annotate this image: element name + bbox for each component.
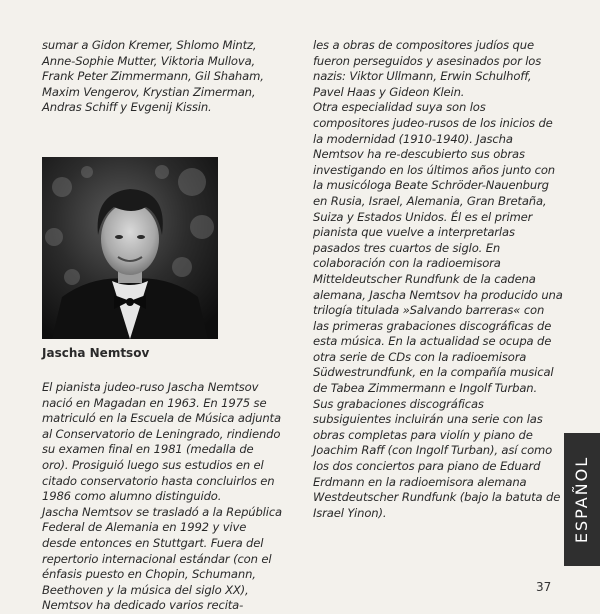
left-column-top-text <box>42 38 282 116</box>
paragraph: sumar a Gidon Kremer, Shlomo Mintz, Anne-Sophie Mutter, Viktoria Mullova, Frank Peter Zimmermann, Gil Shaham, Maxim Vengerov, Krystian Zimerman, Andras Schiff y Evgenij Kissin. <box>42 38 264 115</box>
paragraph: Jascha Nemtsov se trasladó a la República Federal de Alemania en 1992 y vive desde entonces en Stuttgart. Fuera del repertorio internacional estándar (con el énfasis puesto en Chopin, Schumann, Beethoven y la música del siglo XX), Nemtsov ha dedicado varios recita- <box>42 504 283 613</box>
portrait-image <box>42 157 218 339</box>
paragraph: Sus grabaciones discográficas subsiguientes incluirán una serie con las obras completas para violín y piano de Joachim Raff (con Ingolf Turban), así como los dos conciertos para piano de Eduard Erdmann en la radioemisora alemana Westdeutscher Rundfunk (bajo la batuta de Israel Yinon). <box>313 396 561 520</box>
paragraph: El pianista judeo-ruso Jascha Nemtsov nació en Magadan en 1963. En 1975 se matriculó en la Escuela de Música adjunta al Conservatorio de Leningrado, rindiendo su examen final en 1981 (medalla de oro). Prosiguió luego sus estudios en el citado conservatorio hasta concluirlos en 1986 como alumno distinguido. <box>42 380 281 504</box>
right-column-text <box>313 38 563 521</box>
photo-caption: Jascha Nemtsov <box>42 346 150 360</box>
portrait-photo <box>42 157 218 339</box>
left-column-bottom-text <box>42 380 282 614</box>
paragraph: les a obras de compositores judíos que fueron perseguidos y asesinados por los nazis: Viktor Ullmann, Erwin Schulhoff, Pavel Haas y Gideon Klein. <box>313 38 542 99</box>
language-label: ESPAÑOL <box>572 455 592 544</box>
page-number: 37 <box>536 580 552 594</box>
paragraph: Otra especialidad suya son los compositores judeo-rusos de los inicios de la modernidad (1910-1940). Jascha Nemtsov ha re-descubierto sus obras investigando en los últimos años junto con la musicóloga Beate Schröder-Nauenburg en Rusia, Israel, Alemania, Gran Bretaña, Suiza y Estados Unidos. Él es el primer pianista que vuelve a interpretarlas pasados tres cuartos de siglo. En colaboración con la radioemisora Mitteldeutscher Rundfunk de la cadena alemana, Jascha Nemtsov ha producido una trilogía titulada »Salvando barreras« con las primeras grabaciones discográficas de esta música. En la actualidad se ocupa de otra serie de CDs con la radioemisora Südwestrundfunk, en la compañía musical de Tabea Zimmermann e Ingolf Turban. <box>313 100 563 396</box>
language-tab <box>564 433 600 566</box>
